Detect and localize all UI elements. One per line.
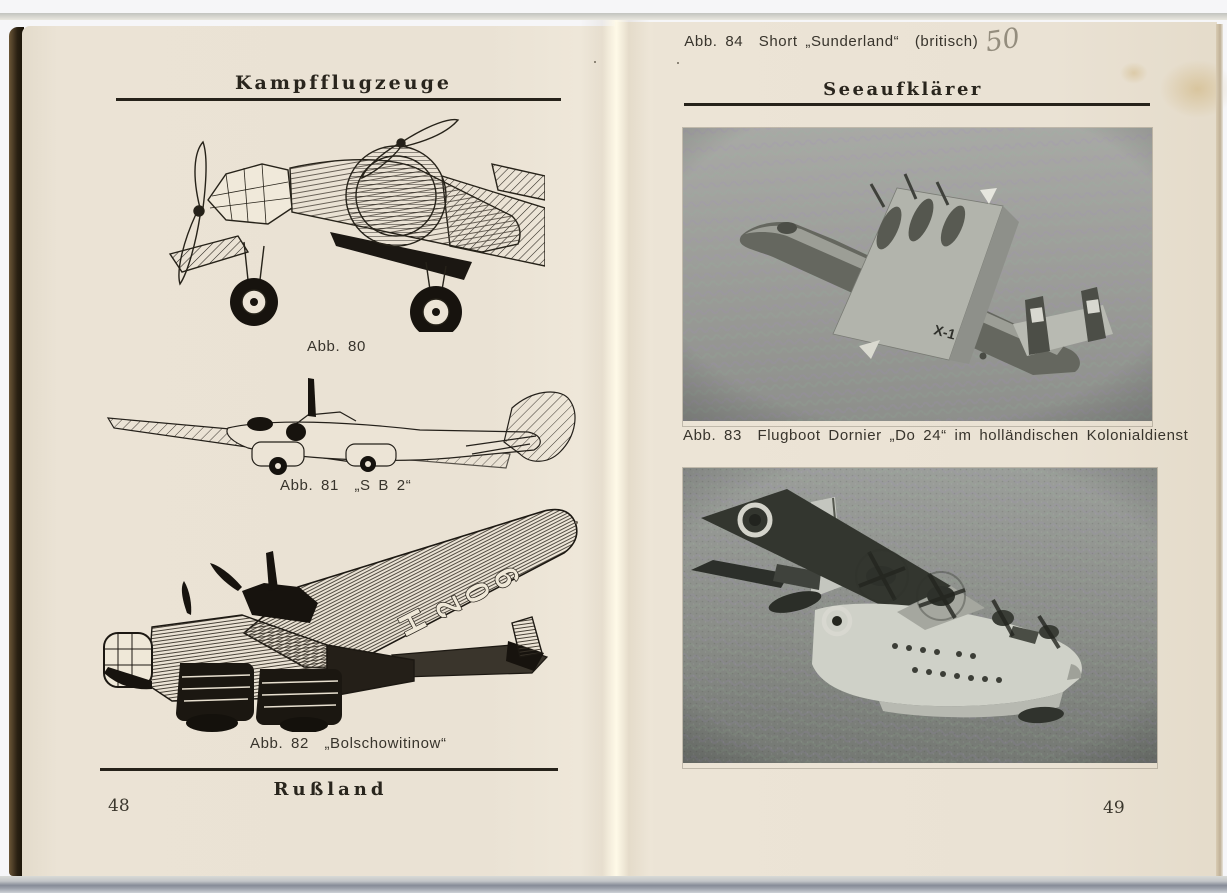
drawing-abb-81-sb2	[100, 372, 578, 475]
right-page-edge	[1216, 24, 1223, 876]
caption-abb-84-row	[615, 22, 1089, 59]
left-page-header: Kampfflugzeuge	[235, 72, 452, 94]
caption-abb-82: Abb. 82 „Bolschowitinow“	[250, 735, 447, 752]
right-header-rule	[684, 103, 1150, 106]
aircraft-line-art	[108, 378, 575, 475]
drawing-abb-82-bolschowitinow	[92, 495, 578, 732]
left-footer-rule	[100, 768, 558, 771]
photo-abb-84-sunderland	[683, 468, 1157, 768]
book-bottom-edge	[0, 876, 1227, 893]
caption-abb-83: Abb. 83 Flugboot Dornier „Do 24“ im holländischen Kolonialdienst	[683, 427, 1189, 444]
caption-abb-81: Abb. 81 „S B 2“	[280, 477, 412, 494]
propeller-blade	[308, 378, 316, 417]
aircraft-line-art	[104, 510, 577, 732]
engine-nacelle	[176, 663, 254, 721]
caption-abb-80: Abb. 80	[307, 338, 366, 355]
photo-abb-83-do24	[683, 128, 1152, 426]
page-number-49: 49	[1103, 798, 1125, 818]
scan-top-shadow	[0, 13, 1227, 20]
engine-nacelle	[256, 669, 342, 725]
glazed-nose	[208, 164, 292, 224]
drawing-abb-80-bomber	[140, 112, 545, 332]
aircraft-line-art	[170, 120, 545, 332]
page-number-48: 48	[108, 796, 130, 816]
caption-abb-84: Abb. 84 Short „Sunderland“ (britisch)	[684, 33, 979, 50]
left-header-rule	[116, 98, 561, 101]
page-left	[22, 26, 615, 876]
ink-speck	[575, 521, 578, 524]
left-page-footer-label: Rußland	[273, 779, 388, 800]
wing-marking-text: H209	[384, 547, 529, 642]
engine-cowl	[346, 146, 446, 246]
right-page-header: Seeaufklärer	[823, 79, 983, 100]
landing-wheel	[186, 714, 238, 732]
ink-speck	[594, 61, 596, 63]
page-right	[615, 22, 1217, 876]
sunderland-photo-art	[683, 468, 1157, 763]
propeller-blade	[195, 142, 206, 208]
handwritten-pencil-note: 50	[983, 22, 1023, 59]
do24-photo-art	[683, 128, 1152, 421]
ink-speck	[677, 62, 679, 64]
